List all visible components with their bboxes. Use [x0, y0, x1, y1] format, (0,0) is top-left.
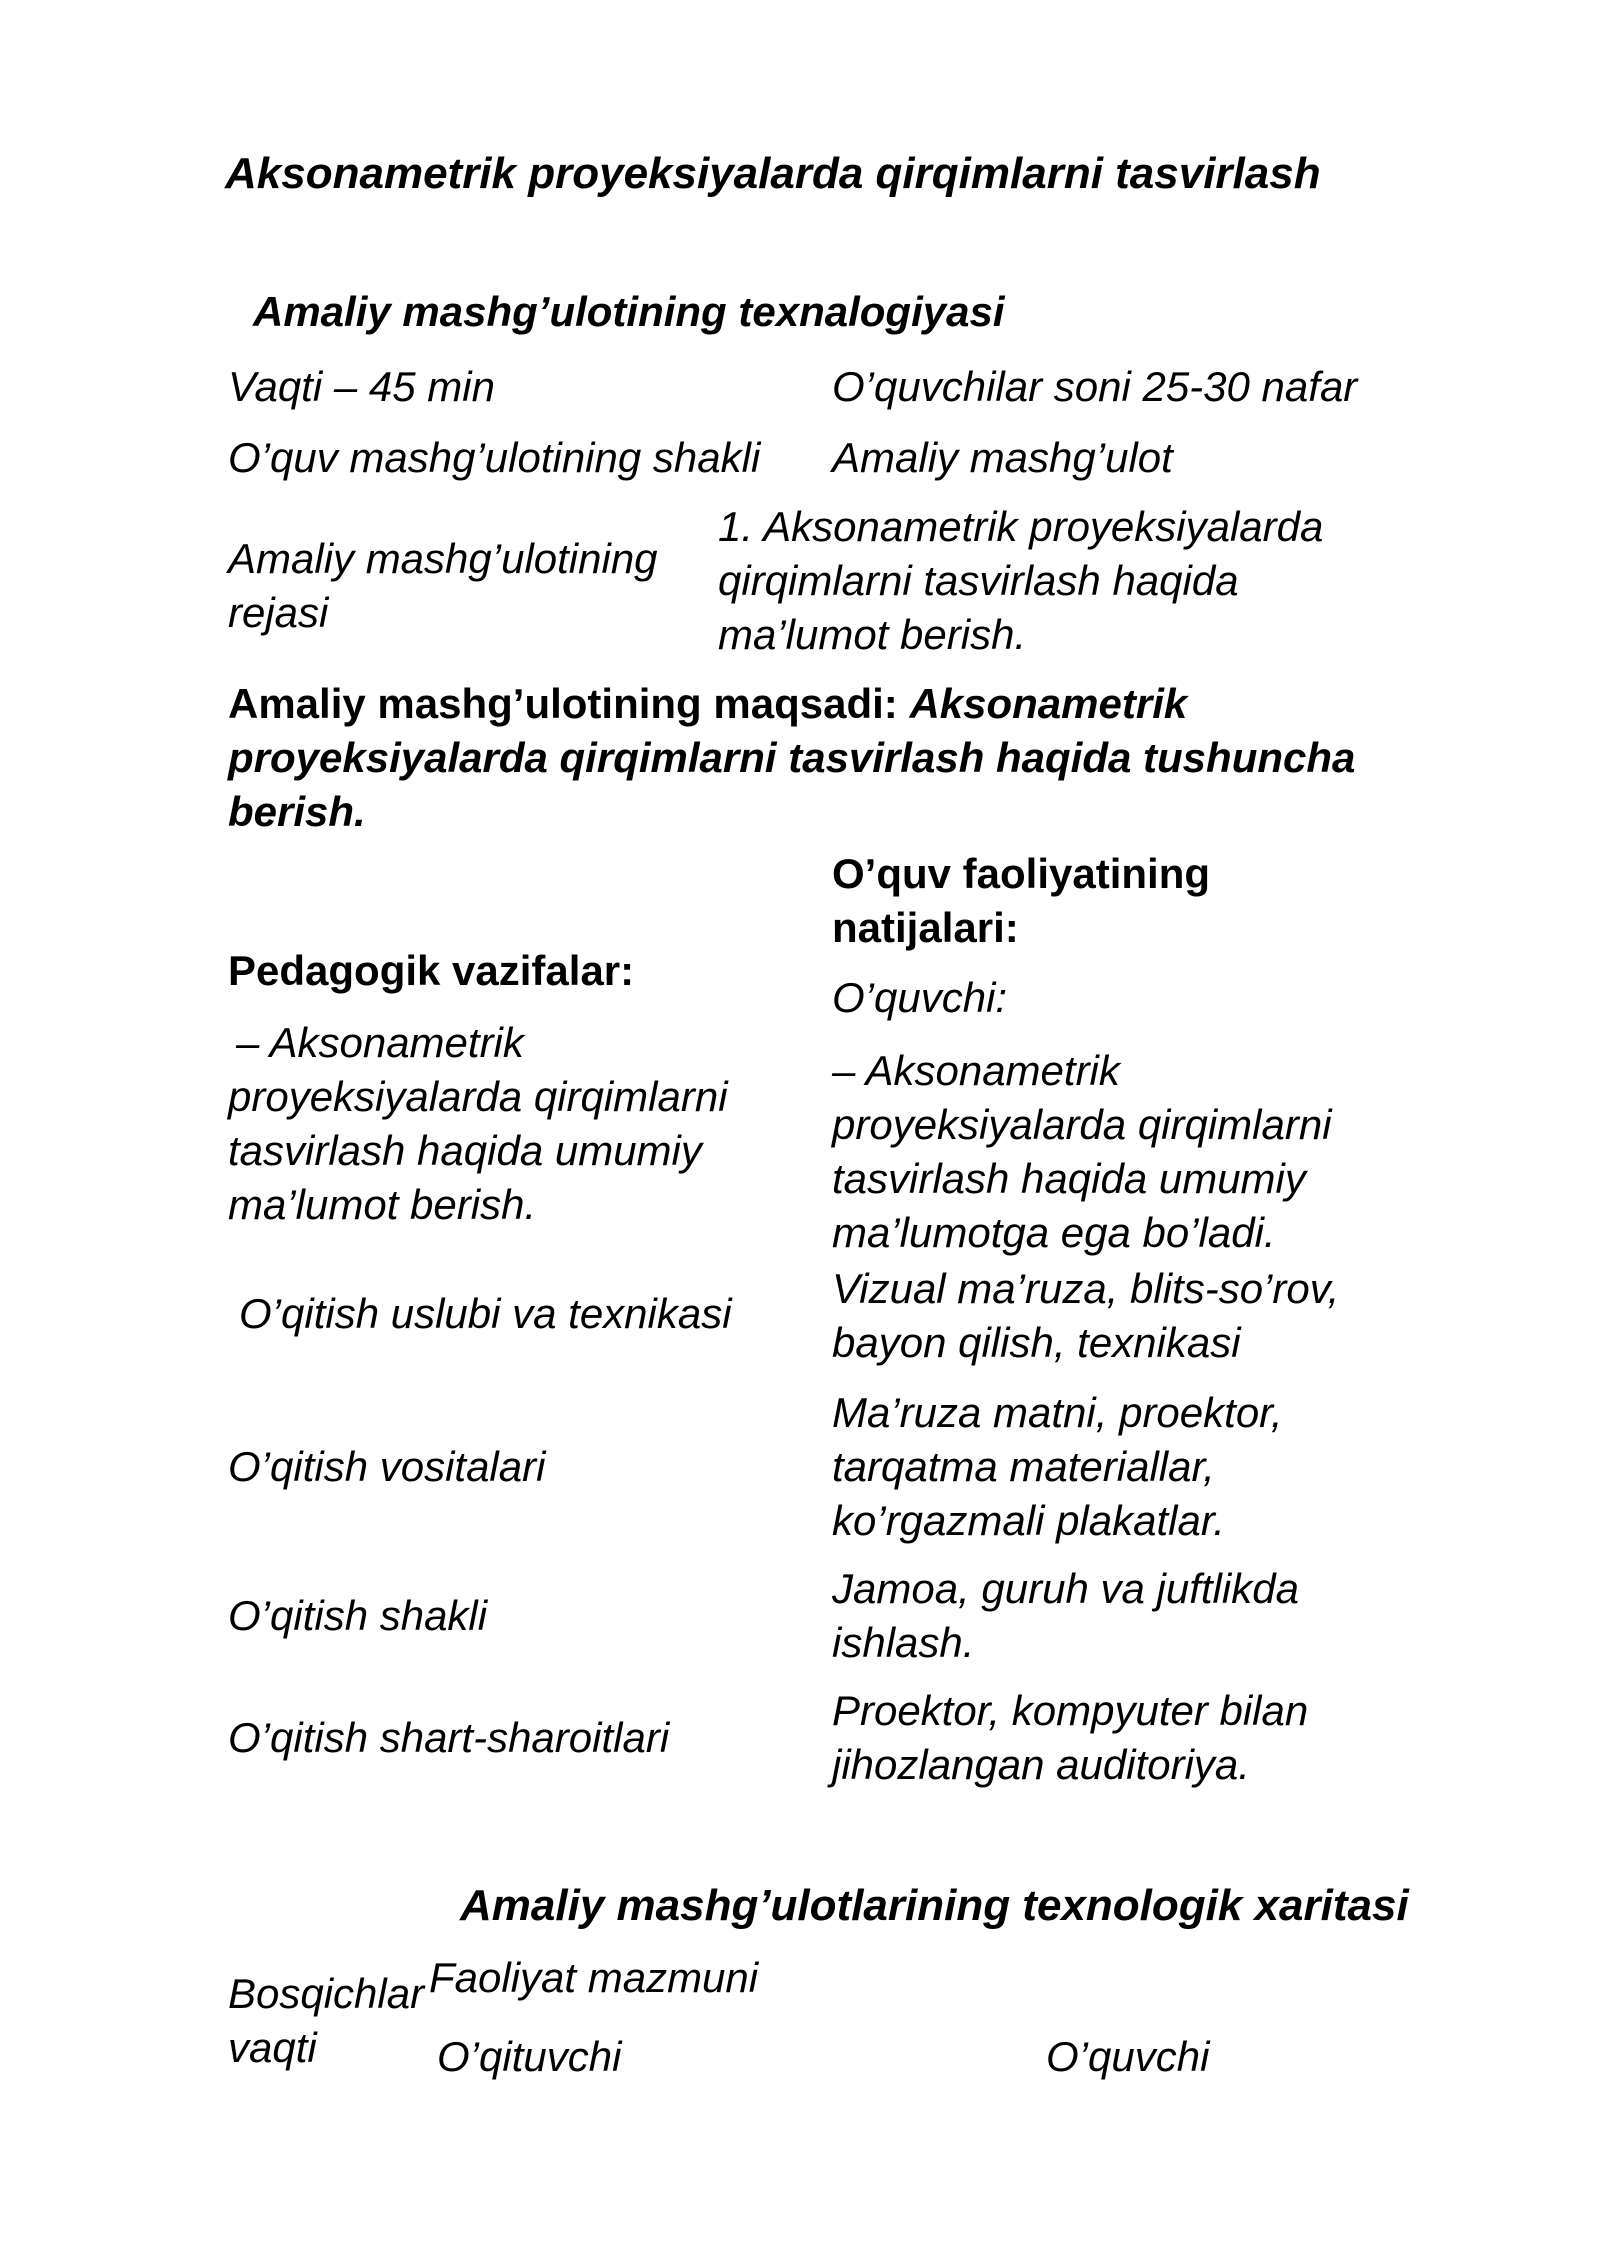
- lesson-purpose-text: Aksonametrik proyeksiyalarda qirqimlarni tasvirlash haqida tushuncha berish.: [228, 680, 1356, 835]
- pedagogical-task-text: – Aksonametrik proyeksiyalarda qirqimlarni tasvirlash haqida umumiy ma’lumot berish.: [228, 1019, 728, 1228]
- teaching-form-value: Jamoa, guruh va juftlikda ishlash.: [832, 1565, 1299, 1666]
- student-column-header: O’quvchi: [1046, 2033, 1210, 2080]
- stages-time-column-header: Bosqichlar vaqti: [228, 1970, 425, 2071]
- teaching-method-label: O’qitish uslubi va texnikasi: [239, 1290, 732, 1337]
- lesson-title: Aksonametrik proyeksiyalarda qirqimlarni tasvirlash: [225, 149, 1321, 198]
- lesson-form-label: O’quv mashg’ulotining shakli: [228, 434, 761, 481]
- lesson-purpose-label: Amaliy mashg’ulotining maqsadi:: [228, 680, 898, 727]
- teaching-conditions-label: O’qitish shart-sharoitlari: [228, 1714, 670, 1761]
- lesson-plan-label: Amaliy mashg’ulotining rejasi: [228, 535, 658, 636]
- students-count-value: O’quvchilar soni 25-30 nafar: [832, 363, 1358, 410]
- lesson-plan-value: 1. Aksonametrik proyeksiyalarda qirqimlarni tasvirlash haqida ma’lumot berish.: [718, 503, 1324, 658]
- lesson-purpose-paragraph: [228, 677, 1418, 839]
- teaching-conditions-value: Proektor, kompyuter bilan jihozlangan auditoriya.: [832, 1687, 1309, 1788]
- activity-content-column-header: Faoliyat mazmuni: [429, 1954, 759, 2001]
- teaching-tools-value: Ma’ruza matni, proektor, tarqatma materiallar, ko’rgazmali plakatlar.: [832, 1389, 1283, 1544]
- learning-outcomes-heading: O’quv faoliyatining natijalari:: [832, 850, 1211, 951]
- learning-outcome-text: – Aksonametrik proyeksiyalarda qirqimlarni tasvirlash haqida umumiy ma’lumotga ega bo’ladi.: [832, 1047, 1332, 1256]
- teacher-column-header: O’qituvchi: [437, 2033, 622, 2080]
- teaching-tools-label: O’qitish vositalari: [228, 1443, 546, 1490]
- technology-section-heading: Amaliy mashg’ulotining texnalogiyasi: [253, 288, 1005, 335]
- pedagogical-tasks-heading: Pedagogik vazifalar:: [228, 947, 635, 994]
- lesson-form-value: Amaliy mashg’ulot: [832, 434, 1173, 481]
- duration-label: Vaqti – 45 min: [228, 363, 495, 410]
- teaching-form-label: O’qitish shakli: [228, 1592, 488, 1639]
- student-subject-label: O’quvchi:: [832, 974, 1008, 1021]
- teaching-method-value: Vizual ma’ruza, blits-so’rov, bayon qilish, texnikasi: [832, 1265, 1340, 1366]
- tech-map-heading: Amaliy mashg’ulotlarining texnologik xaritasi: [460, 1881, 1409, 1930]
